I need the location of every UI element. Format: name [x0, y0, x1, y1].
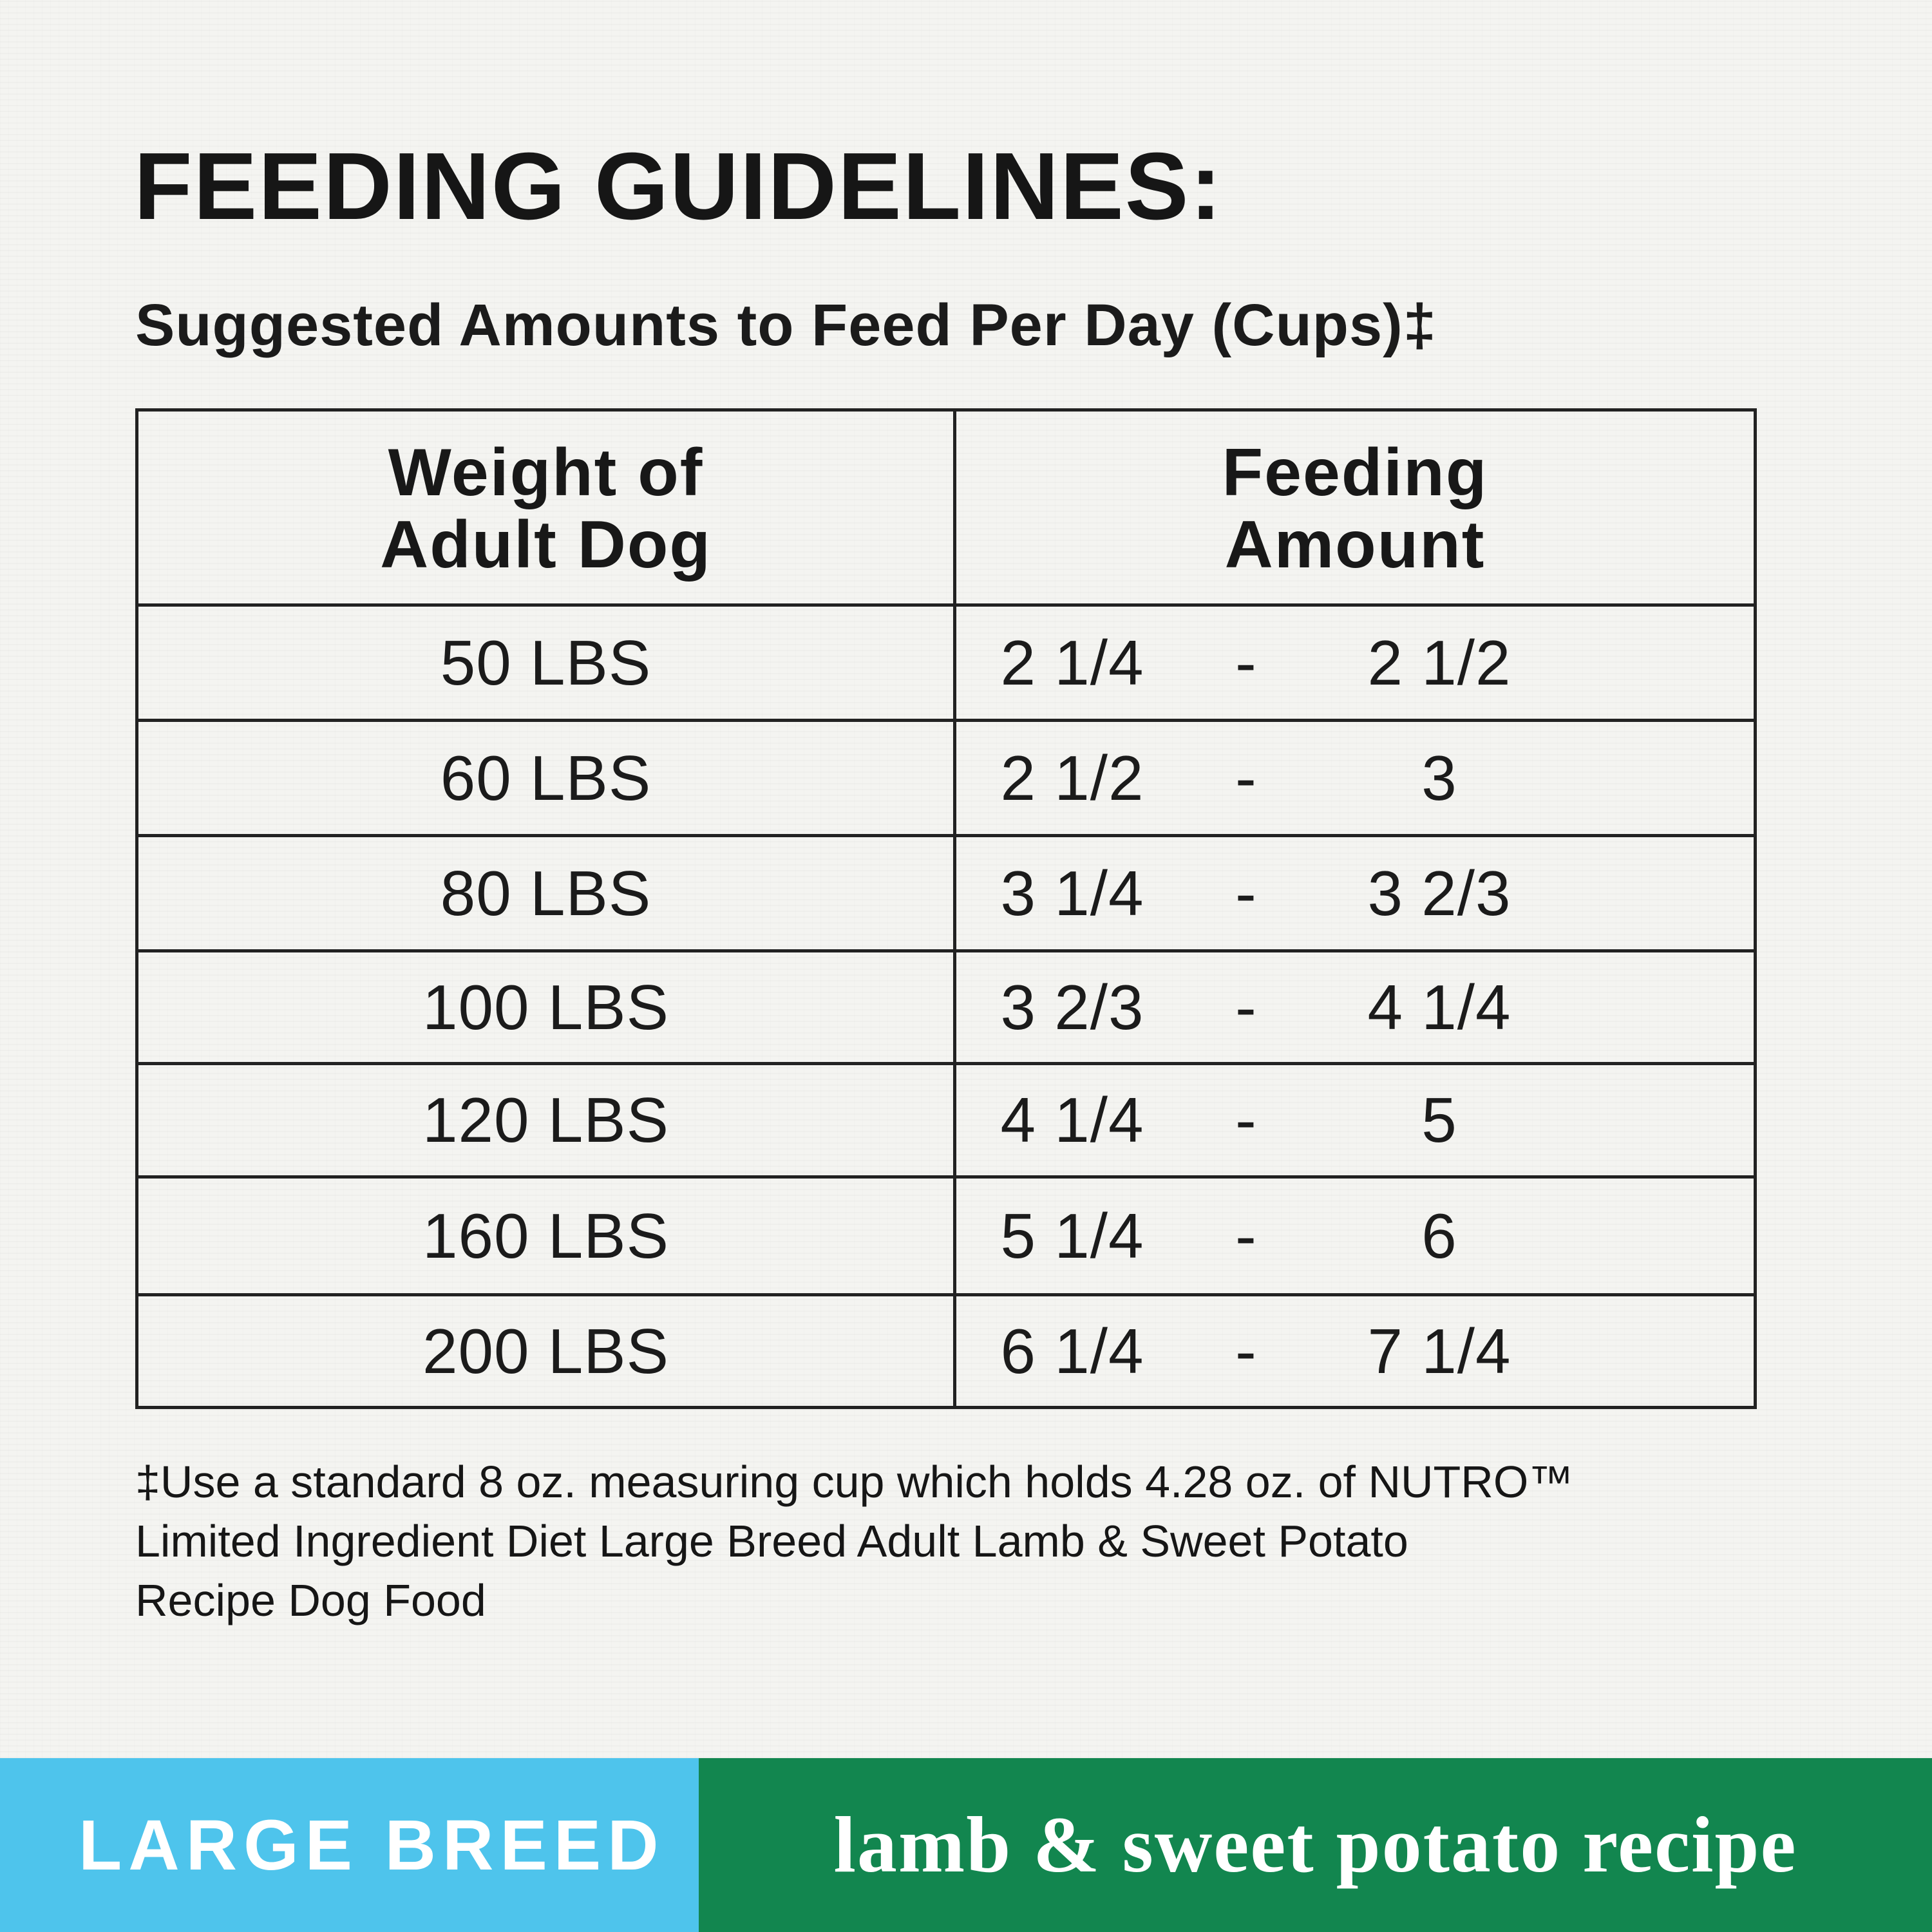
weight-cell: 100 LBS [422, 971, 669, 1043]
amount-cell [956, 837, 1754, 949]
table-row [138, 719, 1754, 834]
recipe-label: lamb & sweet potato recipe [833, 1801, 1797, 1889]
amount-separator: - [1235, 742, 1257, 813]
weight-cell: 200 LBS [422, 1315, 669, 1387]
weight-header-line1: Weight of [388, 435, 704, 510]
weight-cell: 80 LBS [440, 857, 652, 929]
weight-cell: 50 LBS [440, 627, 652, 698]
amount-max: 3 [1421, 742, 1457, 813]
amount-cell [956, 1065, 1754, 1175]
amount-separator: - [1235, 627, 1257, 698]
amount-separator: - [1235, 1200, 1257, 1271]
footnote-line3: Recipe Dog Food [135, 1575, 486, 1625]
footnote [135, 1452, 1784, 1630]
table-row [138, 834, 1754, 949]
weight-column-header [138, 412, 953, 606]
amount-separator: - [1235, 857, 1257, 929]
table-row [138, 1062, 1754, 1175]
weight-cell: 160 LBS [422, 1200, 669, 1271]
amount-cell [956, 607, 1754, 719]
amount-max: 5 [1421, 1084, 1457, 1155]
amount-cell [956, 1296, 1754, 1406]
amount-separator: - [1235, 1315, 1257, 1387]
amount-cell [956, 722, 1754, 834]
breed-label: LARGE BREED [79, 1805, 665, 1885]
amount-cell [956, 952, 1754, 1062]
amount-separator: - [1235, 971, 1257, 1043]
amount-max: 6 [1421, 1200, 1457, 1271]
amount-min: 6 1/4 [1000, 1315, 1144, 1387]
amount-header-line1: Feeding [1222, 435, 1488, 510]
footnote-line1: ‡Use a standard 8 oz. measuring cup which holds 4.28 oz. of NUTRO™ [135, 1457, 1574, 1507]
recipe-banner [699, 1758, 1932, 1932]
amount-max: 2 1/2 [1367, 627, 1511, 698]
amount-min: 3 1/4 [1000, 857, 1144, 929]
amount-separator: - [1235, 1084, 1257, 1155]
amount-max: 7 1/4 [1367, 1315, 1511, 1387]
amount-column-header [956, 412, 1754, 606]
breed-banner [0, 1758, 699, 1932]
amount-min: 4 1/4 [1000, 1084, 1144, 1155]
amount-min: 3 2/3 [1000, 971, 1144, 1043]
amount-min: 2 1/4 [1000, 627, 1144, 698]
amount-header-line2: Amount [1224, 507, 1486, 582]
table-header-row [138, 412, 1754, 606]
page-title: FEEDING GUIDELINES: [134, 133, 1223, 240]
amount-min: 5 1/4 [1000, 1200, 1144, 1271]
amount-cell [956, 1179, 1754, 1293]
amount-max: 4 1/4 [1367, 971, 1511, 1043]
amount-min: 2 1/2 [1000, 742, 1144, 813]
amount-max: 3 2/3 [1367, 857, 1511, 929]
weight-cell: 60 LBS [440, 742, 652, 813]
feeding-table [135, 408, 1757, 1409]
weight-header-line2: Adult Dog [380, 507, 712, 582]
table-row [138, 1293, 1754, 1406]
weight-cell: 120 LBS [422, 1084, 669, 1155]
table-row [138, 603, 1754, 719]
table-row [138, 949, 1754, 1062]
footnote-line2: Limited Ingredient Diet Large Breed Adult Lamb & Sweet Potato [135, 1516, 1408, 1566]
page-subtitle: Suggested Amounts to Feed Per Day (Cups)‡ [135, 292, 1437, 358]
table-row [138, 1175, 1754, 1293]
